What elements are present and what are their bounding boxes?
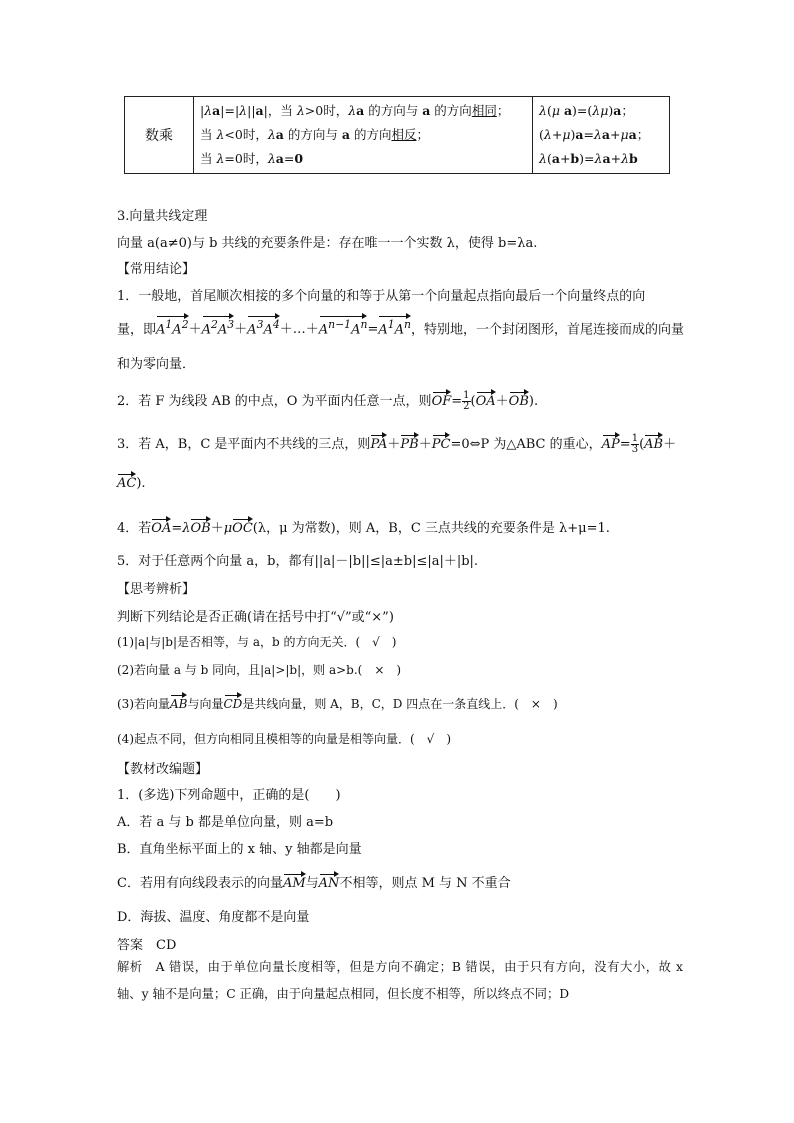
definition-cell [194, 97, 533, 174]
fraction-one-half: $\frac{1}{2}$ [463, 390, 470, 412]
q3-suffix: 是共线向量，则 A，B，C，D 四点在一条直线上．( × ) [242, 697, 558, 711]
q3-prefix: (3)若向量 [117, 697, 170, 711]
think-instruction: 判断下列结论是否正确(请在括号中打“√”或“×”) [117, 610, 394, 625]
conclusion-1-line-a: 1．一般地，首尾顺次相接的多个向量的和等于从第一个向量起点指向最后一个向量终点的向 [117, 289, 646, 304]
scalar-multiplication-table [124, 96, 670, 174]
option-c-prefix: C．若用有向线段表示的向量 [117, 876, 283, 891]
option-c: C．若用有向线段表示的向量AM与AN不相等，则点 M 与 N 不重合 [117, 876, 511, 891]
conclusion-5: 5．对于任意两个向量 a，b，都有||a|－|b||≤|a±b|≤|a|＋|b|. [117, 554, 479, 569]
conclusion-3: 3．若 A，B，C 是平面内不共线的三点，则PA＋PB＋PC=0⇔P 为△ABC 的重心，AP= $\frac{1}{3}$ (AB＋ [117, 433, 677, 455]
think-question-1: (1)|a|与|b|是否相等，与 a，b 的方向无关．( √ ) [117, 635, 397, 649]
think-question-3: (3)若向量AB与向量CD是共线向量，则 A，B，C，D 四点在一条直线上．( × ) [117, 697, 558, 711]
q3-mid: 与向量 [187, 697, 224, 711]
conclusion-1-line-b [117, 318, 684, 337]
conclusion-2: 2．若 F 为线段 AB 的中点，O 为平面内任意一点，则OF= $\frac{1}{2}$ (OA＋OB). [117, 390, 539, 412]
laws-cell [533, 97, 670, 174]
conclusion-1-prefix: 量，即 [117, 322, 157, 338]
conclusion-3-mid: =0⇔P 为△ABC 的重心， [450, 437, 602, 452]
option-a: A．若 a 与 b 都是单位向量，则 a=b [117, 815, 334, 830]
conclusion-2-prefix: 2．若 F 为线段 AB 的中点，O 为平面内任意一点，则 [117, 394, 432, 409]
conclusion-1-line-c: 和为零向量． [117, 357, 196, 372]
think-question-4: (4)起点不同，但方向相同且模相等的向量是相等向量．( √ ) [117, 732, 452, 746]
rule-1: |λa|=|λ||a|，当 λ>0时，λa 的方向与 a 的方向相同； [200, 103, 510, 118]
option-b: B．直角坐标平面上的 x 轴、y 轴都是向量 [117, 842, 362, 857]
conclusion-3-end: AC). [117, 476, 146, 491]
rule-3: 当 λ=0时，λa=0 [200, 151, 304, 166]
law-1: λ(μ a)=(λμ)a； [539, 103, 634, 118]
option-d: D．海拔、温度、角度都不是向量 [117, 910, 310, 925]
conclusion-4-suffix: (λ，μ 为常数)，则 A，B，C 三点共线的充要条件是 λ+μ=1. [252, 521, 610, 536]
vector-chain-formula: $A^1A^2+A^2A^3+A^3A^4+\dots+A^{n-1}A^n=A^1A^n$ [156, 318, 412, 338]
option-c-suffix: 不相等，则点 M 与 N 不重合 [339, 876, 511, 891]
common-conclusions-heading: 【常用结论】 [117, 262, 196, 277]
fraction-one-third: $\frac{1}{3}$ [631, 433, 639, 455]
textbook-question: 1．(多选)下列命题中，正确的是( ) [117, 788, 341, 803]
think-heading: 【思考辨析】 [117, 582, 196, 597]
conclusion-4: 4．若OA=λOB＋μOC(λ，μ 为常数)，则 A，B，C 三点共线的充要条件是 λ+μ=1. [117, 521, 610, 536]
law-3: λ(a+b)=λa+λb [539, 151, 638, 166]
analysis: 解析 A 错误，由于单位向量长度相等，但是方向不确定；B 错误，由于只有方向，没有大小，故 x 轴、y 轴不是向量；C 正确，由于向量起点相同，但长度不相等，所以终点不同；D [117, 960, 683, 1001]
collinear-theorem: 向量 a(a≠0)与 b 共线的充要条件是：存在唯一一个实数 λ，使得 b=λa. [117, 236, 538, 251]
conclusion-3-prefix: 3．若 A，B，C 是平面内不共线的三点，则 [117, 437, 371, 452]
operation-name-cell: 数乘 [125, 97, 194, 174]
conclusion-4-prefix: 4．若 [117, 521, 152, 536]
answer: 答案 CD [117, 938, 177, 953]
conclusion-1-suffix: ，特别地，一个封闭图形，首尾连接而成的向量 [411, 322, 685, 338]
rule-2: 当 λ<0时，λa 的方向与 a 的方向相反； [200, 127, 429, 142]
option-c-mid: 与 [305, 876, 319, 891]
law-2: (λ+μ)a=λa+μa； [539, 127, 650, 142]
think-question-2: (2)若向量 a 与 b 同向，且|a|>|b|，则 a>b.( × ) [117, 663, 402, 677]
conclusion-3-close: ). [136, 476, 146, 491]
section-title: 3.向量共线定理 [117, 209, 208, 224]
textbook-heading: 【教材改编题】 [117, 762, 209, 777]
